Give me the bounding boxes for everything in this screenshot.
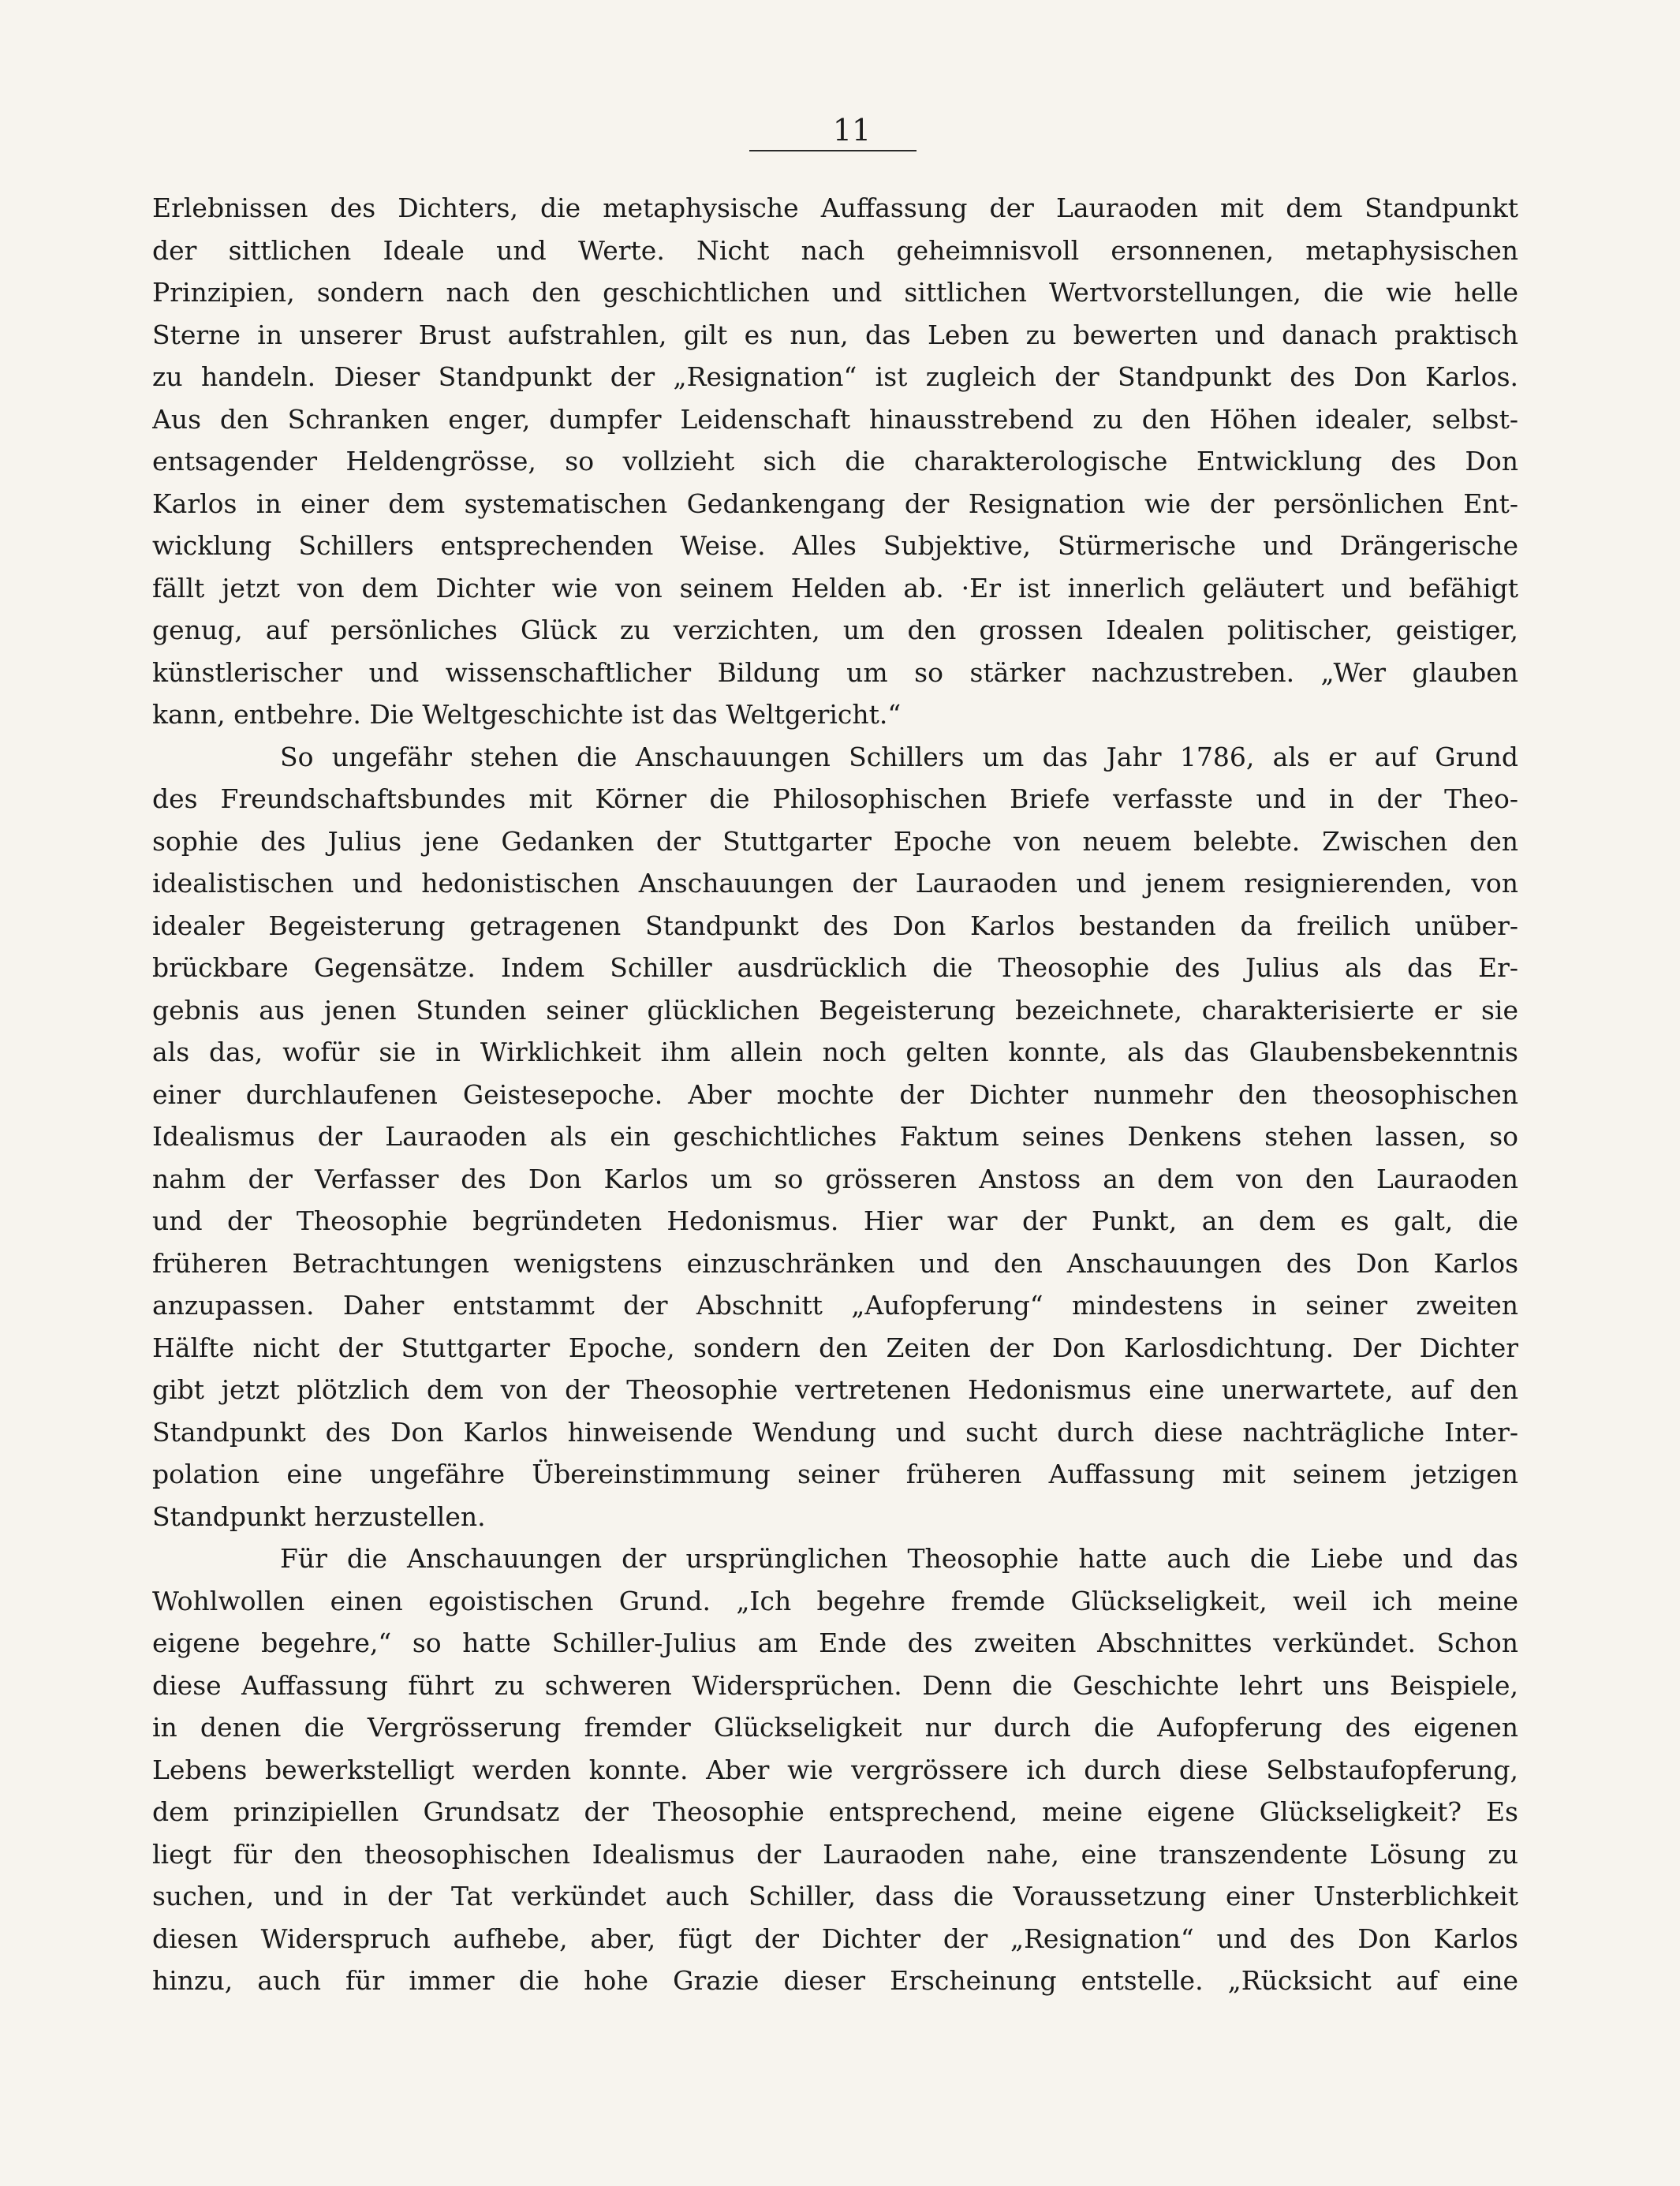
- text-line: suchen, und in der Tat verkündet auch Schiller, dass die Voraussetzung einer Unsterblichkeit: [152, 1881, 1518, 1911]
- text-line: So ungefähr stehen die Anschauungen Schillers um das Jahr 1786, als er auf Grund: [280, 741, 1518, 772]
- text-line: Aus den Schranken enger, dumpfer Leidenschaft hinausstrebend zu den Höhen idealer, selbst-: [152, 403, 1518, 435]
- text-line: in denen die Vergrösserung fremder Glückseligkeit nur durch die Aufopferung des eigenen: [152, 1712, 1518, 1743]
- text-line: polation eine ungefähre Übereinstimmung seiner früheren Auffassung mit seinem jetzigen: [152, 1459, 1518, 1489]
- text-line: dem prinzipiellen Grundsatz der Theosophie entsprechend, meine eigene Glückseligkeit? Es: [152, 1796, 1518, 1827]
- text-line: sophie des Julius jene Gedanken der Stuttgarter Epoche von neuem belebte. Zwischen den: [152, 825, 1518, 857]
- paragraph: [152, 187, 1518, 736]
- text-line: Karlos in einer dem systematischen Gedankengang der Resignation wie der persönlichen Ent-: [152, 488, 1518, 519]
- text-line: Hälfte nicht der Stuttgarter Epoche, sondern den Zeiten der Don Karlosdichtung. Der Dichter: [152, 1332, 1518, 1363]
- text-line: als das, wofür sie in Wirklichkeit ihm allein noch gelten konnte, als das Glaubensbekenntnis: [152, 1037, 1518, 1067]
- text-line: des Freundschaftsbundes mit Körner die Philosophischen Briefe verfasste und in der Theo-: [152, 783, 1518, 814]
- text-line: brückbare Gegensätze. Indem Schiller ausdrücklich die Theosophie des Julius als das Er-: [152, 952, 1518, 983]
- text-line: Wohlwollen einen egoistischen Grund. „Ich begehre fremde Glückseligkeit, weil ich meine: [152, 1585, 1518, 1616]
- paragraph: [152, 1538, 1518, 2002]
- text-line: Sterne in unserer Brust aufstrahlen, gilt es nun, das Leben zu bewerten und danach praktisch: [152, 319, 1518, 350]
- text-line: idealistischen und hedonistischen Anschauungen der Lauraoden und jenem resignierenden, von: [152, 868, 1518, 899]
- text-line: Lebens bewerkstelligt werden konnte. Aber wie vergrössere ich durch diese Selbstaufopferung,: [152, 1754, 1518, 1785]
- text-line: entsagender Heldengrösse, so vollzieht sich die charakterologische Entwicklung des Don: [152, 446, 1518, 476]
- text-line: Idealismus der Lauraoden als ein geschichtliches Faktum seines Denkens stehen lassen, so: [152, 1121, 1518, 1152]
- text-line: Standpunkt des Don Karlos hinweisende Wendung und sucht durch diese nachträgliche Inter-: [152, 1416, 1518, 1448]
- text-line: künstlerischer und wissenschaftlicher Bildung um so stärker nachzustreben. „Wer glauben: [152, 656, 1518, 688]
- text-line: gibt jetzt plötzlich dem von der Theosophie vertretenen Hedonismus eine unerwartete, auf den: [152, 1374, 1518, 1405]
- text-line: wicklung Schillers entsprechenden Weise. Alles Subjektive, Stürmerische und Drängerische: [152, 530, 1518, 561]
- text-line: zu handeln. Dieser Standpunkt der „Resignation“ ist zugleich der Standpunkt des Don Karlos.: [152, 361, 1518, 392]
- text-line: Für die Anschauungen der ursprünglichen Theosophie hatte auch die Liebe und das: [280, 1543, 1518, 1574]
- text-line: gebnis aus jenen Stunden seiner glücklichen Begeisterung bezeichnete, charakterisierte er sie: [152, 994, 1518, 1026]
- text-line: hinzu, auch für immer die hohe Grazie dieser Erscheinung entstelle. „Rücksicht auf eine: [152, 1965, 1518, 1996]
- text-line: Prinzipien, sondern nach den geschichtlichen und sittlichen Wertvorstellungen, die wie helle: [152, 277, 1518, 308]
- text-line: und der Theosophie begründeten Hedonismus. Hier war der Punkt, an dem es galt, die: [152, 1205, 1518, 1236]
- text-line: eigene begehre,“ so hatte Schiller-Julius am Ende des zweiten Abschnittes verkündet. Schon: [152, 1627, 1518, 1658]
- text-line: fällt jetzt von dem Dichter wie von seinem Helden ab. ·Er ist innerlich geläutert und befähigt: [152, 572, 1518, 603]
- text-line: diese Auffassung führt zu schweren Widersprüchen. Denn die Geschichte lehrt uns Beispiele,: [152, 1669, 1518, 1701]
- text-line: der sittlichen Ideale und Werte. Nicht nach geheimnisvoll ersonnenen, metaphysischen: [152, 234, 1518, 266]
- body-text: [152, 187, 1518, 2002]
- text-line: nahm der Verfasser des Don Karlos um so grösseren Anstoss an dem von den Lauraoden: [152, 1163, 1518, 1194]
- text-line: Erlebnissen des Dichters, die metaphysische Auffassung der Lauraoden mit dem Standpunkt: [152, 192, 1518, 223]
- header-rule: [749, 150, 917, 151]
- text-line: diesen Widerspruch aufhebe, aber, fügt der Dichter der „Resignation“ und des Don Karlos: [152, 1923, 1518, 1954]
- text-line: liegt für den theosophischen Idealismus der Lauraoden nahe, eine transzendente Lösung zu: [152, 1838, 1518, 1870]
- text-line: Standpunkt herzustellen.: [152, 1500, 486, 1532]
- text-line: idealer Begeisterung getragenen Standpunkt des Don Karlos bestanden da freilich unüber-: [152, 910, 1518, 941]
- text-line: einer durchlaufenen Geistesepoche. Aber mochte der Dichter nunmehr den theosophischen: [152, 1078, 1518, 1110]
- paragraph: [152, 736, 1518, 1538]
- text-line: kann, entbehre. Die Weltgeschichte ist das Weltgericht.“: [152, 699, 902, 730]
- text-line: früheren Betrachtungen wenigstens einzuschränken und den Anschauungen des Don Karlos: [152, 1247, 1518, 1279]
- text-line: genug, auf persönliches Glück zu verzichten, um den grossen Idealen politischer, geistiger,: [152, 615, 1518, 645]
- page-number: 11: [832, 113, 872, 148]
- text-line: anzupassen. Daher entstammt der Abschnitt „Aufopferung“ mindestens in seiner zweiten: [152, 1290, 1518, 1321]
